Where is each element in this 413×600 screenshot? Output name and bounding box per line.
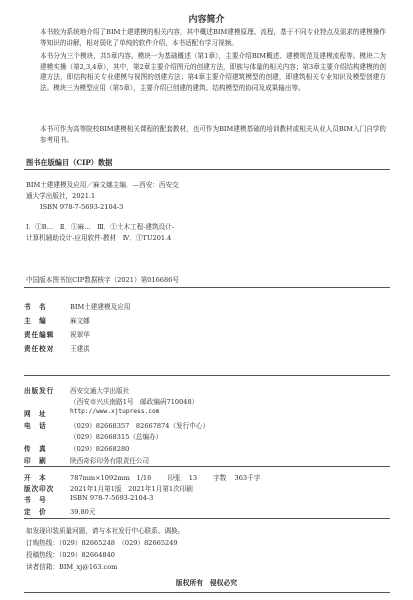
editor-row	[24, 315, 390, 325]
printer-value: 陕西奇彩印务有限责任公司	[70, 457, 150, 465]
proofreader-label: 责任校对	[24, 345, 55, 353]
edition-value: 2021年1月第1版 2021年1月第1次印刷	[70, 485, 193, 493]
cip-number: 中国版本图书馆CIP数据核字（2021）第016686号	[26, 276, 179, 284]
price-value: 39.80元	[70, 508, 96, 516]
responsible-editor-value: 祝翠华	[70, 331, 90, 339]
website-row	[24, 408, 390, 418]
summary-title: 内容简介	[188, 15, 225, 25]
summary-paragraph-1: 本书较为系统地介绍了BIM土建建模的相关内容，其中概述BIM建模原理、流程，基于不同专业特点及需求的建模操作等知识的讲解，相对弱化了单纯的软件介绍，本书适配有学习视频。	[40, 28, 386, 47]
fax-value: （029）82668280	[70, 445, 130, 453]
editor-value: 麻文娜	[70, 317, 90, 325]
words-value: 363千字	[234, 474, 261, 482]
isbn-value: ISBN 978-7-5693-2104-3	[70, 494, 154, 502]
website-value: http://www.xjtupress.com	[70, 408, 160, 415]
divider	[24, 592, 390, 593]
cip-classification-2: 计算机辅助设计-应用软件-教材 Ⅳ．①TU201.4	[26, 234, 172, 242]
publisher-row	[24, 385, 390, 395]
publisher-label: 出版发行	[24, 387, 55, 395]
cip-isbn: ISBN 978-7-5693-2104-3	[40, 203, 124, 211]
responsible-editor-label: 责任编辑	[24, 331, 55, 339]
summary-paragraph-3: 本书可作为高等院校BIM建模相关课程的配套教材，也可作为BIM建模基础的培训教材或相关从业人员BIM入门自学的参考用书。	[40, 125, 386, 144]
summary-paragraph-2: 本书分为三个模块，共5章内容。模块一为基础概述（第1章），主要介绍BIM概述、建模规范及建模流程等。模块二为建模实操（第2,3,4章），其中，第2章主要介绍图元的创建方法，即族与体量的相关内容；第3章主要介绍结构建模的创建方法，即结构相关专业建模与视图的创建方法；第4章主要介绍建筑模型的创建，即建筑相关专业知识及模型创建方法。模块三为模型应用（第5章），主要介绍已创建的建筑、结构模型的协同及成果输出等。	[40, 52, 386, 92]
book-title-label: 书 名	[24, 303, 47, 311]
footer-reader-email: 读者信箱：BIM_xj@163.com	[26, 563, 118, 571]
phone-row	[24, 420, 390, 430]
publisher-value: 西安交通大学出版社	[70, 387, 130, 395]
cip-title: 图书在版编目（CIP）数据	[26, 158, 113, 167]
edition-row	[24, 483, 390, 493]
footer-submission-hotline: 投稿热线：（029）82664840	[26, 551, 116, 559]
responsible-editor-row	[24, 329, 390, 339]
cip-classification-1: Ⅰ．①B… Ⅱ．①麻… Ⅲ．①土木工程-建筑设计-	[26, 223, 175, 231]
isbn-row	[24, 494, 390, 504]
phone-row-2	[24, 431, 390, 441]
sheet-label: 印张	[167, 474, 181, 482]
printer-label: 印 刷	[24, 457, 47, 465]
publisher-address-row	[24, 396, 390, 406]
format-line	[70, 472, 370, 482]
proofreader-value: 王建洪	[70, 345, 90, 353]
divider	[24, 518, 390, 519]
format-value: 787mm×1092mm 1/16	[70, 474, 152, 482]
divider	[24, 287, 390, 288]
rights-reserved: 版权所有 侵权必究	[175, 579, 238, 587]
edition-label: 版次印次	[24, 485, 55, 493]
divider	[24, 466, 390, 467]
proofreader-row	[24, 343, 390, 353]
phone-value: （029）82668357 82667874（发行中心）	[70, 422, 210, 430]
footer-notice: 如发现印装质量问题，请与本社发行中心联系、调换。	[26, 527, 185, 535]
cip-line-2: 通大学出版社，2021.1	[26, 192, 96, 200]
publisher-address-value: （西安市兴庆南路1号 邮政编码710048）	[70, 398, 199, 406]
divider	[24, 169, 390, 170]
format-label: 开 本	[24, 474, 47, 482]
isbn-label: 书 号	[24, 496, 47, 504]
phone-value-2: （029）82668315（总编办）	[70, 433, 163, 441]
words-label: 字数	[213, 474, 227, 482]
editor-label: 主 编	[24, 317, 47, 325]
phone-label: 电 话	[24, 422, 47, 430]
format-row	[24, 472, 390, 482]
printer-row	[24, 455, 390, 465]
sheet-value: 13	[188, 474, 198, 482]
price-label: 定 价	[24, 508, 47, 516]
cip-line-1: BIM土建建模及应用／麻文娜主编．—西安：西安交	[26, 181, 179, 189]
fax-label: 传 真	[24, 445, 47, 453]
fax-row	[24, 443, 390, 453]
divider	[24, 375, 390, 376]
book-title-row	[24, 301, 390, 311]
footer-order-hotline: 订购热线：（029）82665248 （029）82665249	[26, 539, 178, 547]
website-label: 网 址	[24, 410, 47, 418]
price-row	[24, 506, 390, 516]
book-title-value: BIM土建建模及应用	[70, 303, 131, 311]
